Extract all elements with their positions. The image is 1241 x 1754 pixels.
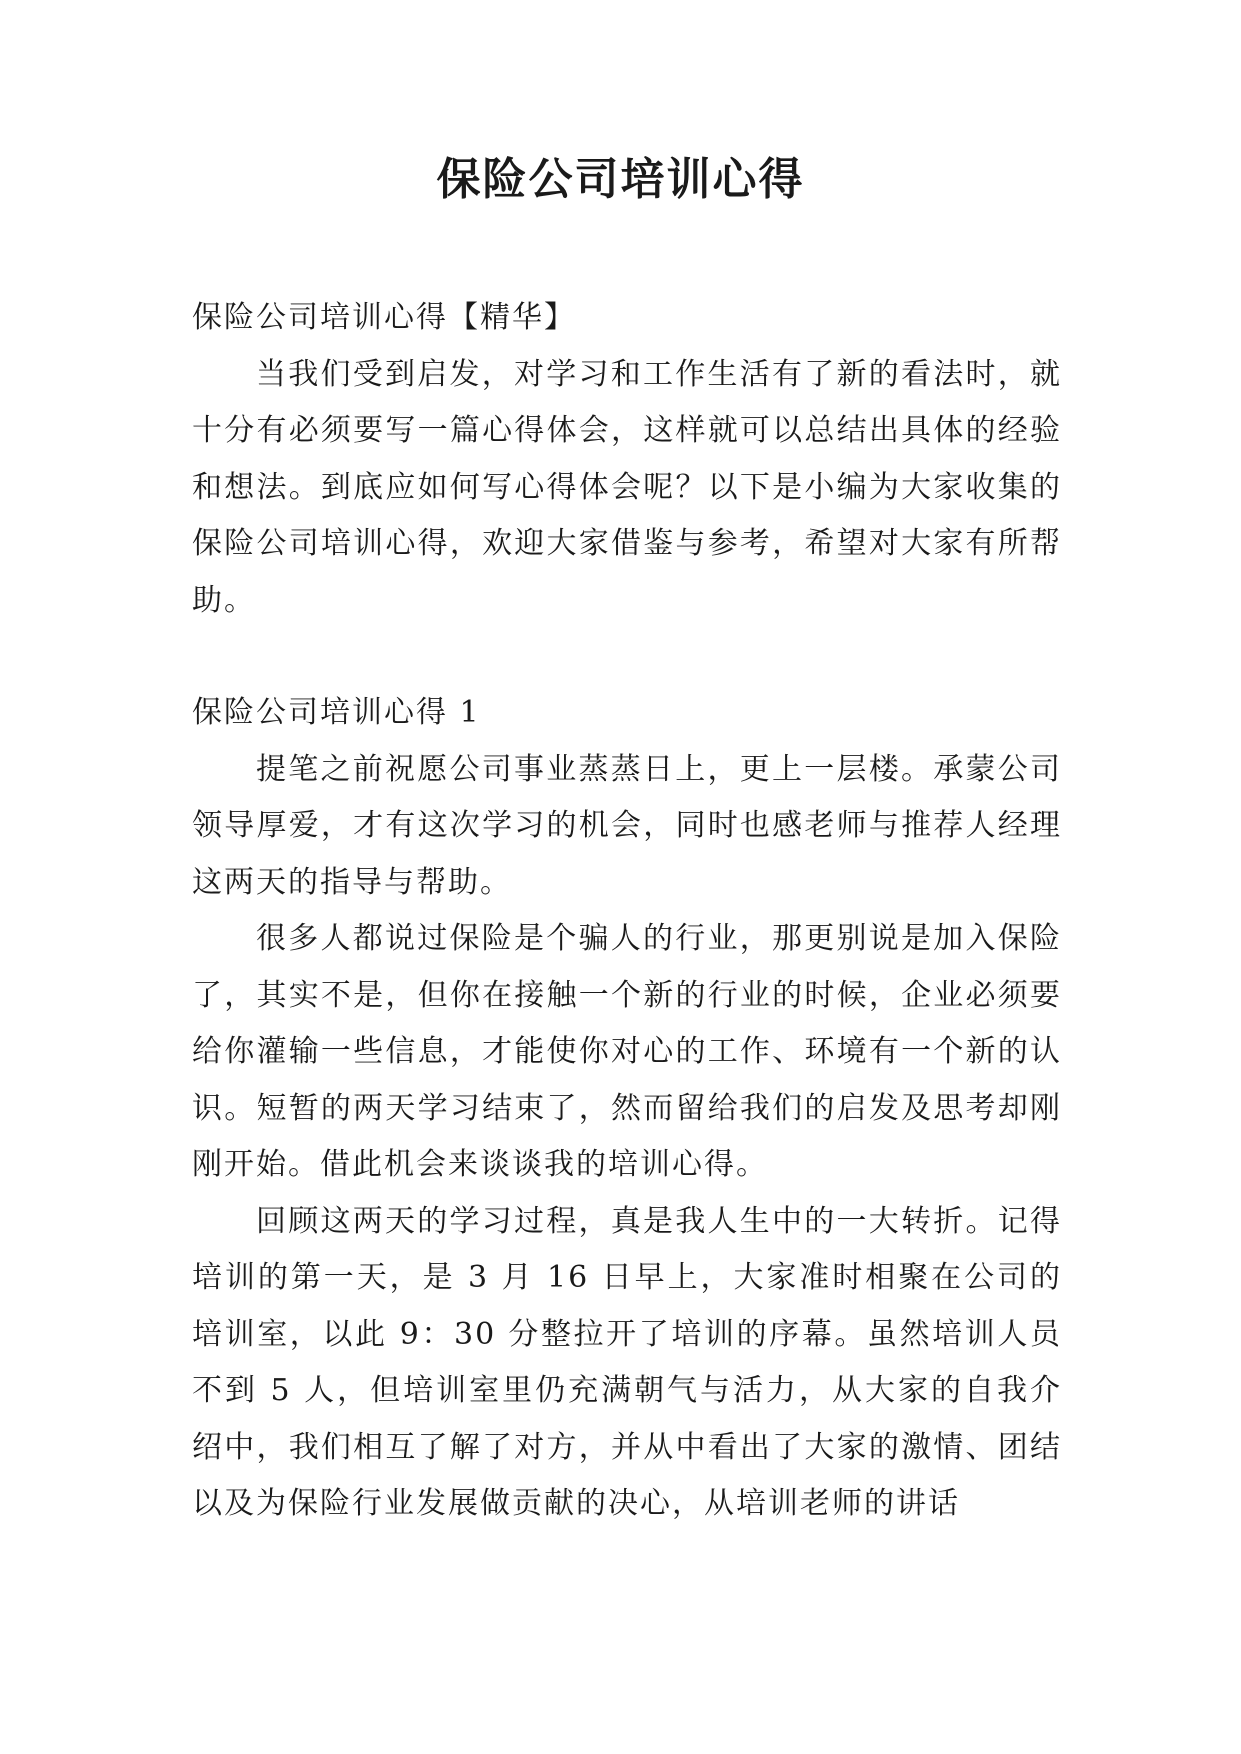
intro-paragraph: 当我们受到启发，对学习和工作生活有了新的看法时，就十分有必须要写一篇心得体会，这样就可以总结出具体的经验和想法。到底应如何写心得体会呢？以下是小编为大家收集的保险公司培训心得，欢迎大家借鉴与参考，希望对大家有所帮助。 bbox=[192, 356, 1062, 618]
body-paragraph: 很多人都说过保险是个骗人的行业，那更别说是加入保险了，其实不是，但你在接触一个新的行业的时候，企业必须要给你灌输一些信息，才能使你对心的工作、环境有一个新的认识。短暂的两天学习结束了，然而留给我们的启发及思考却刚刚开始。借此机会来谈谈我的培训心得。 bbox=[192, 921, 1062, 1182]
body-paragraph: 提笔之前祝愿公司事业蒸蒸日上，更上一层楼。承蒙公司领导厚爱，才有这次学习的机会，同时也感老师与推荐人经理这两天的指导与帮助。 bbox=[192, 751, 1062, 900]
document-subtitle: 保险公司培训心得【精华】 bbox=[192, 300, 576, 335]
section-heading: 保险公司培训心得 1 bbox=[192, 695, 481, 730]
page-title: 保险公司培训心得 bbox=[436, 154, 805, 205]
body-paragraph: 回顾这两天的学习过程，真是我人生中的一大转折。记得培训的第一天，是 3 月 16 日早上，大家准时相聚在公司的培训室，以此 9：30 分整拉开了培训的序幕。虽然培训人员不到 5 人，但培训室里仍充满朝气与活力，从大家的自我介绍中，我们相互了解了对方，并从中看出了大家的激情、团结以及为保险行业发展做贡献的决心，从培训老师的讲话 bbox=[192, 1203, 1062, 1521]
document-body bbox=[192, 290, 1062, 1533]
section-spacer bbox=[192, 629, 1062, 685]
